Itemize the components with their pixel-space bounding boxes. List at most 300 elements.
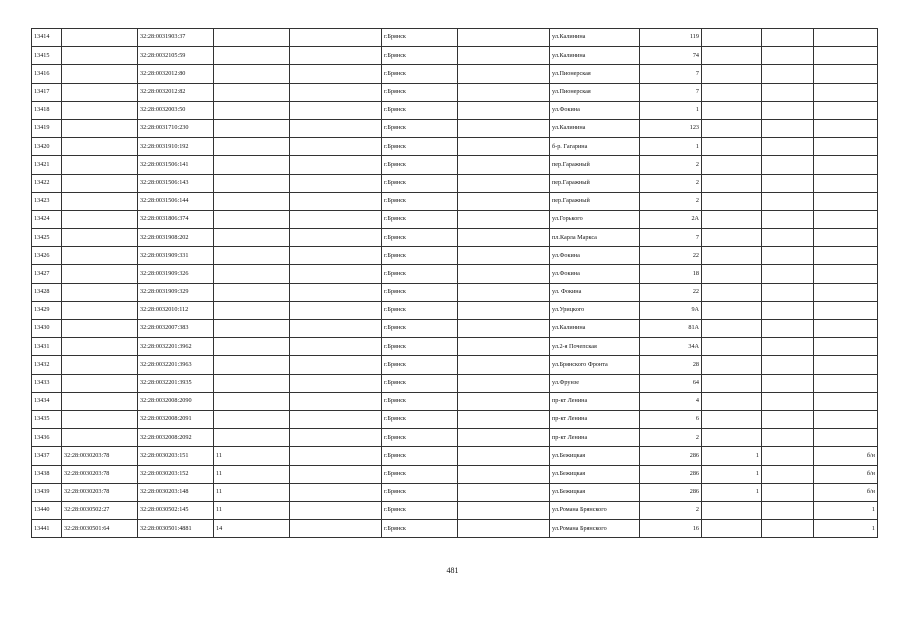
- apartment-cell: [814, 47, 878, 65]
- table-row: [32, 501, 878, 519]
- house-number-cell: 2А: [640, 210, 702, 228]
- cadastral-number-cell: 32:28:0031910:192: [138, 138, 214, 156]
- empty-cell: [762, 374, 814, 392]
- record-number-cell: 13423: [32, 192, 62, 210]
- apartment-cell: [814, 265, 878, 283]
- record-number-cell: 13438: [32, 465, 62, 483]
- record-number-cell: 13419: [32, 119, 62, 137]
- cadastral-number-cell: 32:28:0031909:331: [138, 247, 214, 265]
- house-number-cell: 2: [640, 174, 702, 192]
- house-number-cell: 64: [640, 374, 702, 392]
- street-cell: ул.Бежицкая: [550, 465, 640, 483]
- street-cell: ул.Горького: [550, 210, 640, 228]
- cadastral-number-cell: 32:28:0032003:50: [138, 101, 214, 119]
- count-cell: [702, 192, 762, 210]
- empty-cell: [290, 338, 382, 356]
- parent-cadastral-number-cell: [62, 374, 138, 392]
- empty-cell: [290, 229, 382, 247]
- apartment-cell: [814, 210, 878, 228]
- cadastral-number-cell: 32:28:0032201:3962: [138, 338, 214, 356]
- record-number-cell: 13430: [32, 320, 62, 338]
- record-number-cell: 13429: [32, 301, 62, 319]
- area-cell: [214, 283, 290, 301]
- city-cell: г.Брянск: [382, 429, 458, 447]
- empty-cell: [762, 320, 814, 338]
- record-number-cell: 13425: [32, 229, 62, 247]
- street-cell: ул.2-я Почепская: [550, 338, 640, 356]
- table-row: [32, 429, 878, 447]
- empty-cell: [458, 229, 550, 247]
- empty-cell: [290, 429, 382, 447]
- street-cell: пр-кт Ленина: [550, 410, 640, 428]
- record-number-cell: 13417: [32, 83, 62, 101]
- area-cell: [214, 174, 290, 192]
- count-cell: 1: [702, 483, 762, 501]
- record-number-cell: 13440: [32, 501, 62, 519]
- table-row: [32, 392, 878, 410]
- empty-cell: [458, 392, 550, 410]
- table-row: [32, 210, 878, 228]
- count-cell: [702, 392, 762, 410]
- area-cell: [214, 192, 290, 210]
- count-cell: [702, 374, 762, 392]
- street-cell: ул. Фокина: [550, 283, 640, 301]
- table-row: [32, 320, 878, 338]
- parent-cadastral-number-cell: [62, 192, 138, 210]
- house-number-cell: 7: [640, 65, 702, 83]
- parent-cadastral-number-cell: [62, 65, 138, 83]
- street-cell: ул.Фокина: [550, 101, 640, 119]
- cadastral-number-cell: 32:28:0030203:152: [138, 465, 214, 483]
- parent-cadastral-number-cell: [62, 320, 138, 338]
- record-number-cell: 13416: [32, 65, 62, 83]
- house-number-cell: 2: [640, 192, 702, 210]
- house-number-cell: 119: [640, 29, 702, 47]
- count-cell: [702, 338, 762, 356]
- empty-cell: [762, 247, 814, 265]
- table-row: [32, 119, 878, 137]
- parent-cadastral-number-cell: 32:28:0030203:78: [62, 465, 138, 483]
- area-cell: [214, 356, 290, 374]
- parent-cadastral-number-cell: [62, 101, 138, 119]
- table-row: [32, 192, 878, 210]
- empty-cell: [458, 47, 550, 65]
- house-number-cell: 286: [640, 465, 702, 483]
- count-cell: [702, 119, 762, 137]
- cadastral-number-cell: 32:28:0031506:144: [138, 192, 214, 210]
- house-number-cell: 2: [640, 429, 702, 447]
- area-cell: [214, 392, 290, 410]
- house-number-cell: 1: [640, 138, 702, 156]
- apartment-cell: [814, 192, 878, 210]
- street-cell: ул.Бежицкая: [550, 483, 640, 501]
- empty-cell: [290, 392, 382, 410]
- parent-cadastral-number-cell: 32:28:0030203:78: [62, 447, 138, 465]
- cadastral-number-cell: 32:28:0032008:2090: [138, 392, 214, 410]
- record-number-cell: 13435: [32, 410, 62, 428]
- empty-cell: [290, 65, 382, 83]
- count-cell: [702, 138, 762, 156]
- cadastral-number-cell: 32:28:0031506:143: [138, 174, 214, 192]
- empty-cell: [458, 520, 550, 538]
- parent-cadastral-number-cell: [62, 29, 138, 47]
- empty-cell: [458, 174, 550, 192]
- area-cell: [214, 301, 290, 319]
- empty-cell: [762, 483, 814, 501]
- city-cell: г.Брянск: [382, 101, 458, 119]
- parent-cadastral-number-cell: [62, 338, 138, 356]
- parent-cadastral-number-cell: [62, 119, 138, 137]
- record-number-cell: 13415: [32, 47, 62, 65]
- street-cell: ул.Фокина: [550, 265, 640, 283]
- count-cell: [702, 410, 762, 428]
- empty-cell: [762, 229, 814, 247]
- area-cell: [214, 138, 290, 156]
- table-row: [32, 247, 878, 265]
- record-number-cell: 13418: [32, 101, 62, 119]
- apartment-cell: [814, 156, 878, 174]
- apartment-cell: [814, 320, 878, 338]
- street-cell: ул.Фокина: [550, 247, 640, 265]
- cadastral-number-cell: 32:28:0032201:3935: [138, 374, 214, 392]
- parent-cadastral-number-cell: [62, 356, 138, 374]
- city-cell: г.Брянск: [382, 374, 458, 392]
- empty-cell: [290, 447, 382, 465]
- apartment-cell: [814, 429, 878, 447]
- house-number-cell: 9А: [640, 301, 702, 319]
- empty-cell: [290, 101, 382, 119]
- apartment-cell: [814, 174, 878, 192]
- registry-table-wrapper: [31, 28, 877, 538]
- city-cell: г.Брянск: [382, 483, 458, 501]
- city-cell: г.Брянск: [382, 229, 458, 247]
- empty-cell: [458, 465, 550, 483]
- count-cell: 1: [702, 465, 762, 483]
- area-cell: [214, 410, 290, 428]
- empty-cell: [458, 338, 550, 356]
- house-number-cell: 4: [640, 392, 702, 410]
- record-number-cell: 13436: [32, 429, 62, 447]
- city-cell: г.Брянск: [382, 447, 458, 465]
- table-row: [32, 65, 878, 83]
- city-cell: г.Брянск: [382, 29, 458, 47]
- table-row: [32, 301, 878, 319]
- empty-cell: [762, 210, 814, 228]
- apartment-cell: [814, 301, 878, 319]
- cadastral-number-cell: 32:28:0031806:374: [138, 210, 214, 228]
- house-number-cell: 123: [640, 119, 702, 137]
- table-row: [32, 283, 878, 301]
- empty-cell: [458, 83, 550, 101]
- house-number-cell: 22: [640, 283, 702, 301]
- empty-cell: [458, 320, 550, 338]
- apartment-cell: [814, 374, 878, 392]
- street-cell: ул.Калинина: [550, 47, 640, 65]
- empty-cell: [458, 283, 550, 301]
- apartment-cell: [814, 101, 878, 119]
- empty-cell: [762, 392, 814, 410]
- parent-cadastral-number-cell: [62, 229, 138, 247]
- area-cell: 11: [214, 465, 290, 483]
- cadastral-number-cell: 32:28:0031710:230: [138, 119, 214, 137]
- street-cell: ул.Калинина: [550, 119, 640, 137]
- empty-cell: [458, 247, 550, 265]
- parent-cadastral-number-cell: [62, 429, 138, 447]
- area-cell: [214, 210, 290, 228]
- apartment-cell: [814, 229, 878, 247]
- area-cell: [214, 156, 290, 174]
- table-row: [32, 338, 878, 356]
- city-cell: г.Брянск: [382, 83, 458, 101]
- apartment-cell: б/н: [814, 465, 878, 483]
- area-cell: [214, 247, 290, 265]
- empty-cell: [762, 83, 814, 101]
- empty-cell: [762, 47, 814, 65]
- cadastral-number-cell: 32:28:0031909:326: [138, 265, 214, 283]
- record-number-cell: 13433: [32, 374, 62, 392]
- empty-cell: [290, 47, 382, 65]
- empty-cell: [762, 283, 814, 301]
- city-cell: г.Брянск: [382, 138, 458, 156]
- empty-cell: [458, 483, 550, 501]
- parent-cadastral-number-cell: [62, 301, 138, 319]
- empty-cell: [762, 501, 814, 519]
- house-number-cell: 7: [640, 229, 702, 247]
- count-cell: [702, 229, 762, 247]
- street-cell: ул.Пионерская: [550, 83, 640, 101]
- empty-cell: [762, 192, 814, 210]
- empty-cell: [762, 338, 814, 356]
- count-cell: [702, 210, 762, 228]
- empty-cell: [290, 465, 382, 483]
- city-cell: г.Брянск: [382, 392, 458, 410]
- count-cell: [702, 265, 762, 283]
- parent-cadastral-number-cell: [62, 174, 138, 192]
- area-cell: 11: [214, 501, 290, 519]
- parent-cadastral-number-cell: [62, 283, 138, 301]
- empty-cell: [290, 247, 382, 265]
- street-cell: ул.Фрунзе: [550, 374, 640, 392]
- count-cell: [702, 520, 762, 538]
- empty-cell: [458, 119, 550, 137]
- area-cell: [214, 65, 290, 83]
- empty-cell: [290, 320, 382, 338]
- empty-cell: [458, 501, 550, 519]
- house-number-cell: 74: [640, 47, 702, 65]
- table-row: [32, 83, 878, 101]
- city-cell: г.Брянск: [382, 265, 458, 283]
- street-cell: ул.Урицкого: [550, 301, 640, 319]
- empty-cell: [458, 138, 550, 156]
- count-cell: [702, 501, 762, 519]
- empty-cell: [762, 356, 814, 374]
- house-number-cell: 22: [640, 247, 702, 265]
- record-number-cell: 13439: [32, 483, 62, 501]
- empty-cell: [458, 374, 550, 392]
- city-cell: г.Брянск: [382, 501, 458, 519]
- street-cell: пр-кт Ленина: [550, 429, 640, 447]
- empty-cell: [290, 374, 382, 392]
- house-number-cell: 2: [640, 156, 702, 174]
- empty-cell: [458, 410, 550, 428]
- empty-cell: [762, 465, 814, 483]
- street-cell: пер.Гаражный: [550, 156, 640, 174]
- street-cell: пер.Гаражный: [550, 174, 640, 192]
- table-row: [32, 156, 878, 174]
- empty-cell: [762, 119, 814, 137]
- cadastral-number-cell: 32:28:0030501:4881: [138, 520, 214, 538]
- empty-cell: [762, 138, 814, 156]
- house-number-cell: 286: [640, 447, 702, 465]
- count-cell: [702, 429, 762, 447]
- city-cell: г.Брянск: [382, 192, 458, 210]
- record-number-cell: 13422: [32, 174, 62, 192]
- apartment-cell: [814, 338, 878, 356]
- table-row: [32, 447, 878, 465]
- street-cell: ул.Бежицкая: [550, 447, 640, 465]
- table-body: [32, 29, 878, 538]
- record-number-cell: 13432: [32, 356, 62, 374]
- cadastral-number-cell: 32:28:0031903:37: [138, 29, 214, 47]
- empty-cell: [290, 520, 382, 538]
- registry-table: [31, 28, 878, 538]
- city-cell: г.Брянск: [382, 338, 458, 356]
- table-row: [32, 229, 878, 247]
- street-cell: ул.Брянского Фронта: [550, 356, 640, 374]
- empty-cell: [290, 119, 382, 137]
- apartment-cell: 1: [814, 520, 878, 538]
- record-number-cell: 13428: [32, 283, 62, 301]
- city-cell: г.Брянск: [382, 410, 458, 428]
- record-number-cell: 13431: [32, 338, 62, 356]
- record-number-cell: 13434: [32, 392, 62, 410]
- cadastral-number-cell: 32:28:0032010:112: [138, 301, 214, 319]
- table-row: [32, 356, 878, 374]
- empty-cell: [290, 174, 382, 192]
- house-number-cell: 28: [640, 356, 702, 374]
- apartment-cell: [814, 392, 878, 410]
- area-cell: [214, 374, 290, 392]
- table-row: [32, 101, 878, 119]
- apartment-cell: б/н: [814, 483, 878, 501]
- cadastral-number-cell: 32:28:0032012:82: [138, 83, 214, 101]
- table-row: [32, 138, 878, 156]
- table-row: [32, 265, 878, 283]
- cadastral-number-cell: 32:28:0031506:141: [138, 156, 214, 174]
- empty-cell: [458, 156, 550, 174]
- empty-cell: [290, 210, 382, 228]
- street-cell: пер.Гаражный: [550, 192, 640, 210]
- cadastral-number-cell: 32:28:0031908:202: [138, 229, 214, 247]
- city-cell: г.Брянск: [382, 210, 458, 228]
- apartment-cell: [814, 29, 878, 47]
- city-cell: г.Брянск: [382, 320, 458, 338]
- street-cell: ул.Калинина: [550, 29, 640, 47]
- empty-cell: [290, 283, 382, 301]
- city-cell: г.Брянск: [382, 174, 458, 192]
- parent-cadastral-number-cell: [62, 265, 138, 283]
- cadastral-number-cell: 32:28:0032007:383: [138, 320, 214, 338]
- table-row: [32, 410, 878, 428]
- empty-cell: [458, 65, 550, 83]
- empty-cell: [458, 210, 550, 228]
- cadastral-number-cell: 32:28:0032008:2091: [138, 410, 214, 428]
- house-number-cell: 1: [640, 101, 702, 119]
- street-cell: ул.Романа Брянского: [550, 501, 640, 519]
- empty-cell: [458, 265, 550, 283]
- empty-cell: [762, 265, 814, 283]
- empty-cell: [290, 501, 382, 519]
- empty-cell: [290, 138, 382, 156]
- empty-cell: [762, 156, 814, 174]
- house-number-cell: 286: [640, 483, 702, 501]
- empty-cell: [290, 83, 382, 101]
- house-number-cell: 16: [640, 520, 702, 538]
- city-cell: г.Брянск: [382, 520, 458, 538]
- parent-cadastral-number-cell: [62, 210, 138, 228]
- empty-cell: [458, 356, 550, 374]
- apartment-cell: [814, 410, 878, 428]
- area-cell: [214, 83, 290, 101]
- house-number-cell: 81А: [640, 320, 702, 338]
- apartment-cell: [814, 356, 878, 374]
- record-number-cell: 13424: [32, 210, 62, 228]
- city-cell: г.Брянск: [382, 65, 458, 83]
- empty-cell: [290, 265, 382, 283]
- area-cell: [214, 229, 290, 247]
- parent-cadastral-number-cell: 32:28:0030203:78: [62, 483, 138, 501]
- area-cell: 11: [214, 447, 290, 465]
- area-cell: 14: [214, 520, 290, 538]
- record-number-cell: 13437: [32, 447, 62, 465]
- cadastral-number-cell: 32:28:0030203:151: [138, 447, 214, 465]
- cadastral-number-cell: 32:28:0032105:59: [138, 47, 214, 65]
- empty-cell: [762, 447, 814, 465]
- area-cell: [214, 429, 290, 447]
- count-cell: [702, 301, 762, 319]
- house-number-cell: 18: [640, 265, 702, 283]
- street-cell: ул.Пионерская: [550, 65, 640, 83]
- empty-cell: [762, 520, 814, 538]
- apartment-cell: б/н: [814, 447, 878, 465]
- empty-cell: [762, 301, 814, 319]
- empty-cell: [762, 29, 814, 47]
- city-cell: г.Брянск: [382, 356, 458, 374]
- count-cell: [702, 47, 762, 65]
- apartment-cell: [814, 65, 878, 83]
- city-cell: г.Брянск: [382, 47, 458, 65]
- empty-cell: [458, 301, 550, 319]
- table-row: [32, 29, 878, 47]
- record-number-cell: 13420: [32, 138, 62, 156]
- parent-cadastral-number-cell: [62, 83, 138, 101]
- city-cell: г.Брянск: [382, 247, 458, 265]
- parent-cadastral-number-cell: [62, 410, 138, 428]
- empty-cell: [762, 174, 814, 192]
- empty-cell: [458, 429, 550, 447]
- count-cell: [702, 29, 762, 47]
- count-cell: 1: [702, 447, 762, 465]
- apartment-cell: [814, 283, 878, 301]
- empty-cell: [290, 356, 382, 374]
- count-cell: [702, 101, 762, 119]
- parent-cadastral-number-cell: [62, 156, 138, 174]
- empty-cell: [762, 429, 814, 447]
- count-cell: [702, 156, 762, 174]
- house-number-cell: 34А: [640, 338, 702, 356]
- record-number-cell: 13414: [32, 29, 62, 47]
- empty-cell: [762, 410, 814, 428]
